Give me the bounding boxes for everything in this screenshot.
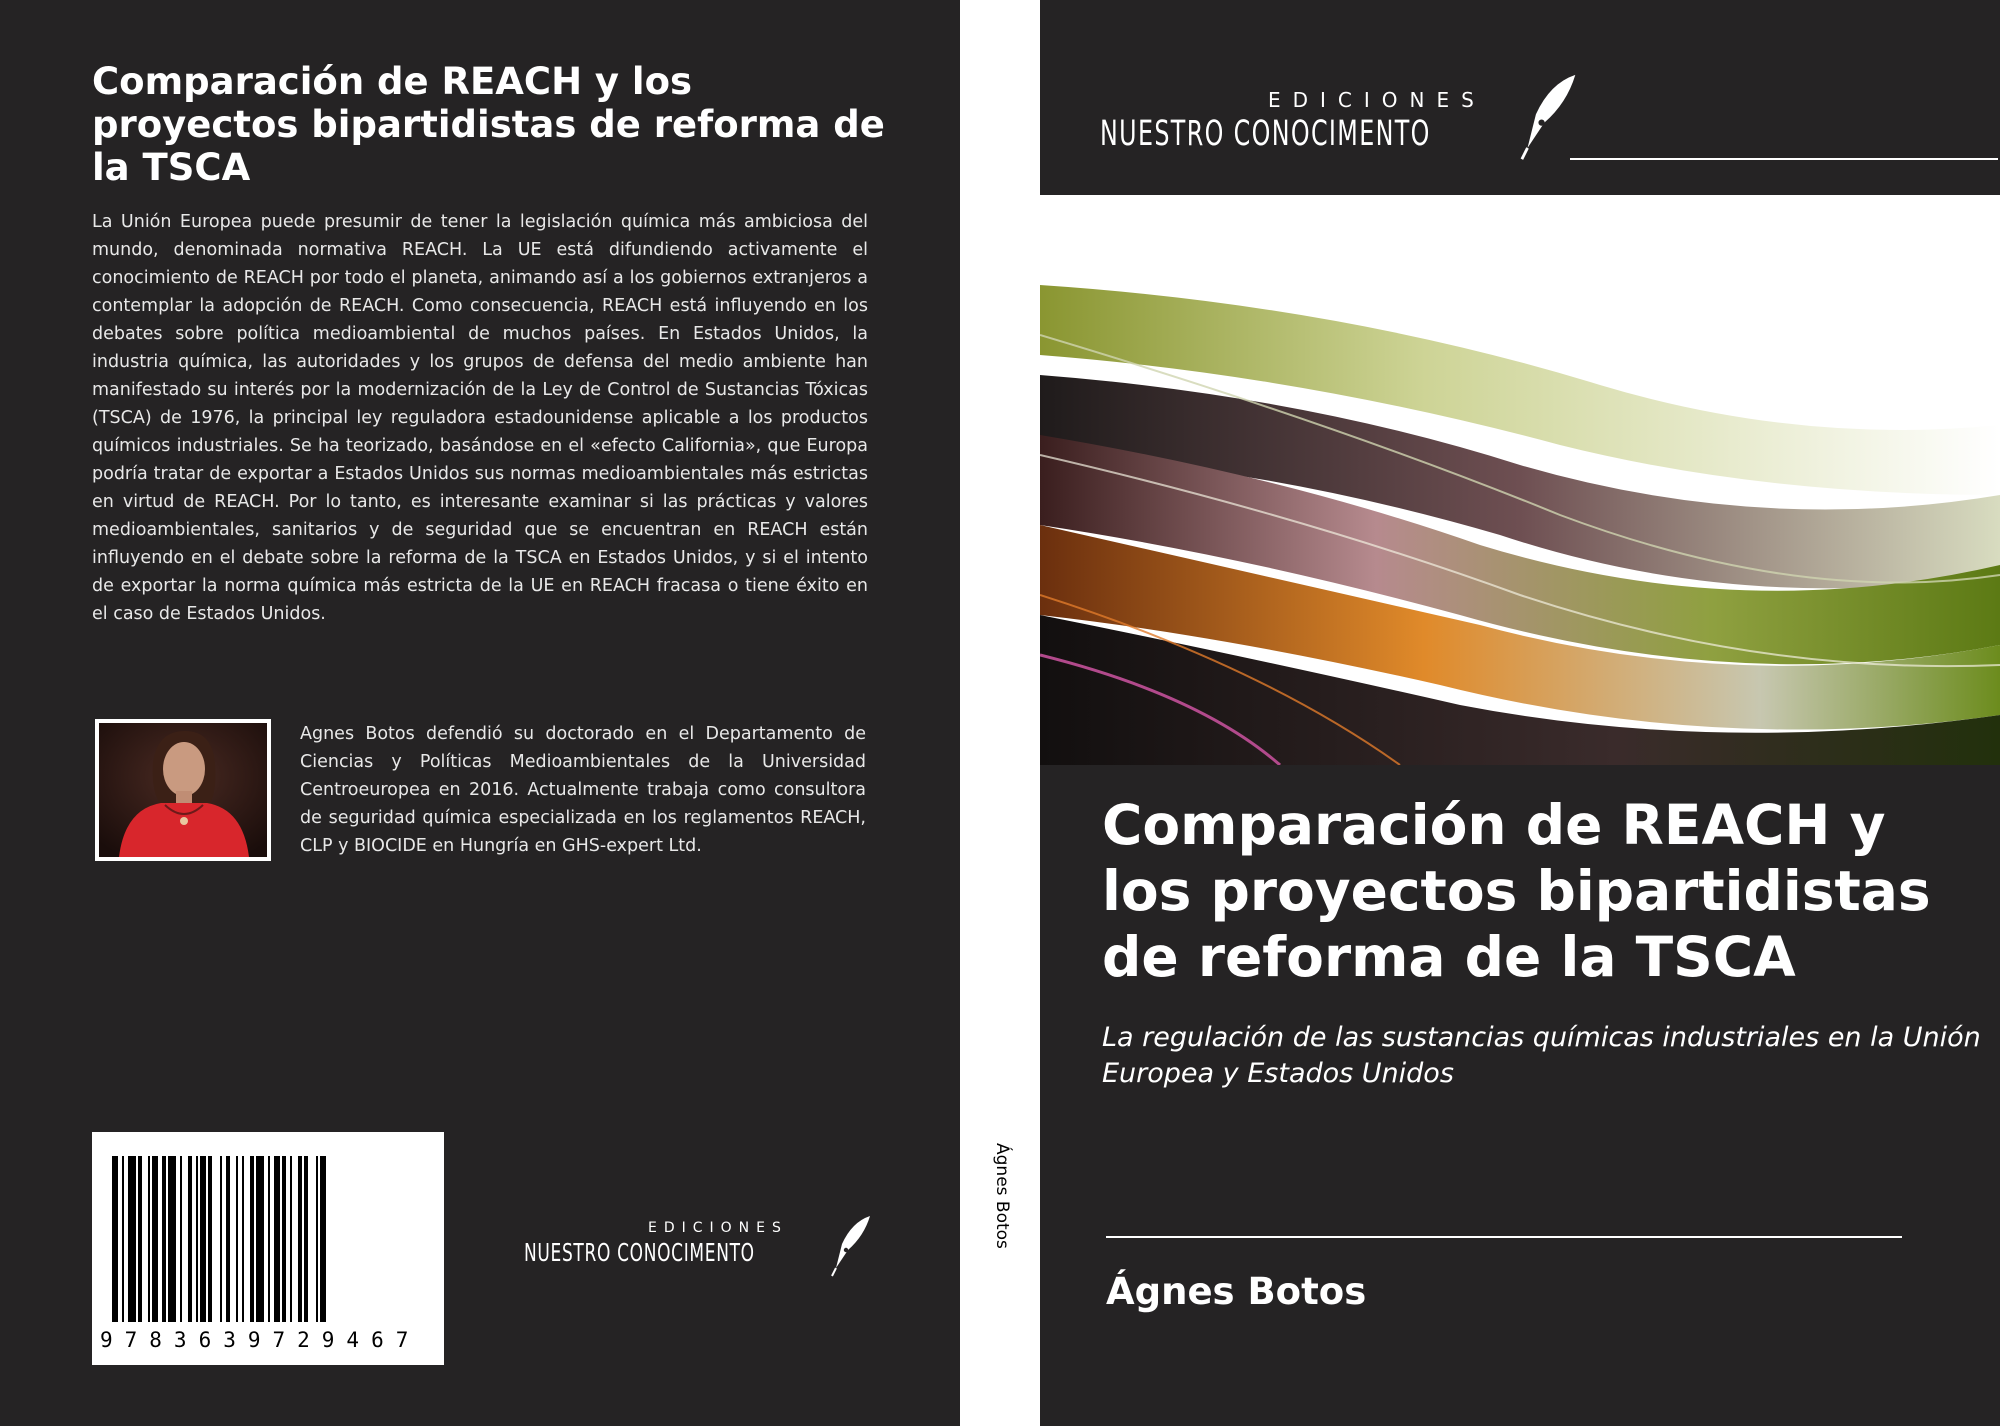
- barcode-bar: [152, 1156, 158, 1322]
- publisher-logo-line2: NUESTRO CONOCIMENTO: [524, 1238, 755, 1267]
- barcode-bar: [148, 1156, 150, 1322]
- publisher-logo-line2: NUESTRO CONOCIMENTO: [1100, 114, 1431, 154]
- spine-author: Ágnes Botos: [992, 1143, 1012, 1249]
- barcode-bar: [208, 1156, 212, 1322]
- barcode-bar: [282, 1156, 286, 1322]
- barcode-bar: [274, 1156, 280, 1322]
- barcode-bar: [188, 1156, 192, 1322]
- barcode-bar: [128, 1156, 136, 1322]
- barcode-bar: [200, 1156, 206, 1322]
- barcode-bar: [236, 1156, 238, 1322]
- cover-artwork: [1040, 195, 2000, 765]
- barcode-bar: [122, 1156, 124, 1322]
- back-cover-description: La Unión Europea puede presumir de tener la legislación química más ambiciosa del mundo, denominada normativa REACH. La UE está difundiendo activamente el conocimiento de REACH por todo el planeta, animando así a los gobiernos extranjeros a contemplar la adopción de REACH. Como consecuencia, REACH está influyendo en los debates sobre política medioambiental de muchos países. En Estados Unidos, la industria química, las autoridades y los grupos de defensa del medio ambiente han manifestado su interés por la modernización de la Ley de Control de Sustancias Tóxicas (TSCA) de 1976, la principal ley reguladora estadounidense aplicable a los productos químicos industriales. Se ha teorizado, basándose en el «efecto California», que Europa podría tratar de exportar a Estados Unidos sus normas medioambientales más estrictas en virtud de REACH. Por lo tanto, es interesante examinar si las prácticas y valores medioambientales, sanitarios y de seguridad que se encuentran en REACH están influyendo en el debate sobre la reforma de la TSCA en Estados Unidos, y si el intento de exportar la norma química más estricta de la UE en REACH fracasa o tiene éxito en el caso de Estados Unidos.: [92, 212, 868, 624]
- publisher-logo-front: [1100, 88, 2000, 168]
- front-cover-subtitle: La regulación de las sustancias químicas industriales en la Unión Europea y Estados Unidos: [1102, 1022, 1981, 1089]
- back-cover-title: Comparación de REACH y los proyectos bipartidistas de reforma de la TSCA: [92, 60, 885, 189]
- barcode-bar: [268, 1156, 270, 1322]
- front-header: [1040, 0, 2000, 195]
- logo-rule: [1570, 158, 1998, 160]
- barcode-bar: [256, 1156, 264, 1322]
- isbn-barcode: [92, 1132, 444, 1365]
- barcode-bar: [112, 1156, 118, 1322]
- author-portrait-image: [99, 723, 267, 857]
- barcode-number: 9783639729467: [100, 1328, 421, 1352]
- barcode-bar: [226, 1156, 230, 1322]
- barcode-bar: [180, 1156, 182, 1322]
- front-cover-title: Comparación de REACH y los proyectos bipartidistas de reforma de la TSCA: [1102, 793, 1931, 989]
- barcode-bars: [92, 1132, 444, 1332]
- publisher-logo-line1: EDICIONES: [1268, 88, 1486, 112]
- barcode-bar: [242, 1156, 244, 1322]
- fountain-pen-icon: [1518, 72, 1582, 162]
- barcode-bar: [196, 1156, 198, 1322]
- barcode-bar: [290, 1156, 292, 1322]
- barcode-bar: [316, 1156, 318, 1322]
- front-cover: [1040, 0, 2000, 1426]
- publisher-logo-back: [524, 1220, 884, 1290]
- abstract-waves-image: [1040, 195, 2000, 765]
- author-bio: Agnes Botos defendió su doctorado en el Departamento de Ciencias y Políticas Medioambientales de la Universidad Centroeuropea en 2016. Actualmente trabaja como consultora de seguridad química especializada en los reglamentos REACH, CLP y BIOCIDE en Hungría en GHS-expert Ltd.: [300, 724, 866, 856]
- barcode-bar: [138, 1156, 142, 1322]
- back-cover: [0, 0, 960, 1426]
- front-cover-author: Ágnes Botos: [1106, 1270, 1367, 1313]
- author-divider: [1106, 1236, 1902, 1238]
- barcode-bar: [250, 1156, 254, 1322]
- barcode-bar: [168, 1156, 176, 1322]
- barcode-bar: [304, 1156, 308, 1322]
- publisher-logo-line1: EDICIONES: [648, 1220, 788, 1236]
- author-photo: [95, 719, 271, 861]
- barcode-bar: [320, 1156, 326, 1322]
- barcode-bar: [220, 1156, 222, 1322]
- barcode-bar: [298, 1156, 302, 1322]
- barcode-bar: [162, 1156, 166, 1322]
- fountain-pen-icon: [830, 1214, 874, 1278]
